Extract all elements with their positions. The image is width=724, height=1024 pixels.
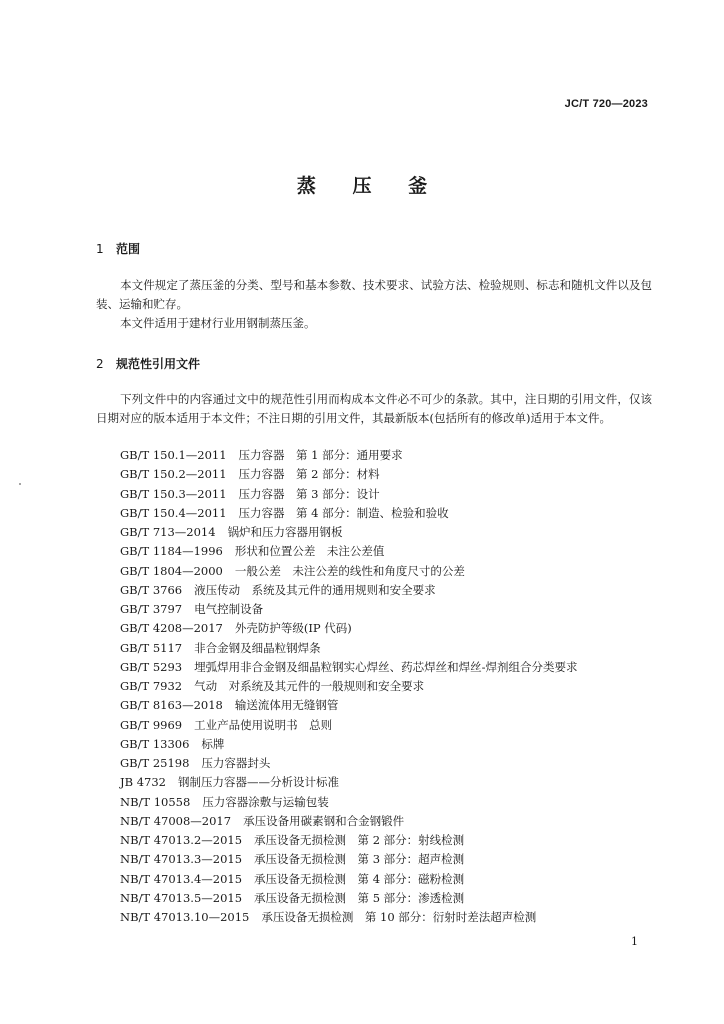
reference-code: GB/T 4208—2017 xyxy=(120,621,223,636)
reference-title: 承压设备无损检测 第 10 部分：衍射时差法超声检测 xyxy=(261,910,537,924)
reference-item xyxy=(120,465,578,484)
reference-title: 承压设备用碳素钢和合金钢锻件 xyxy=(243,813,405,828)
reference-title: 埋弧焊用非合金钢及细晶粒钢实心焊丝、药芯焊丝和焊丝-焊剂组合分类要求 xyxy=(194,659,578,674)
reference-item xyxy=(120,542,578,561)
reference-code: NB/T 47013.5—2015 xyxy=(120,890,243,905)
reference-code: GB/T 3797 xyxy=(120,602,183,616)
reference-code: GB/T 5293 xyxy=(120,659,183,674)
reference-item xyxy=(120,754,578,773)
reference-item xyxy=(120,504,578,523)
reference-item xyxy=(120,850,578,869)
reference-item xyxy=(120,908,578,927)
reference-code: GB/T 13306 xyxy=(120,736,190,751)
reference-code: NB/T 47013.3—2015 xyxy=(120,852,243,867)
section-1-title: 范围 xyxy=(116,242,141,256)
reference-title: 非合金钢及细晶粒钢焊条 xyxy=(194,640,321,655)
section-2-heading xyxy=(96,355,200,372)
reference-code: GB/T 8163—2018 xyxy=(120,698,223,713)
section-1-paragraph-2 xyxy=(96,314,652,333)
reference-code: GB/T 150.3—2011 xyxy=(120,486,227,501)
reference-title: 输送流体用无缝钢管 xyxy=(234,698,339,713)
scan-speck xyxy=(19,483,21,485)
reference-title: 压力容器 第 2 部分：材料 xyxy=(238,467,380,482)
reference-item xyxy=(120,639,578,658)
section-1-paragraph-2-text: 本文件适用于建材行业用钢制蒸压釜。 xyxy=(120,316,316,330)
reference-code: GB/T 25198 xyxy=(120,756,190,770)
reference-code: NB/T 10558 xyxy=(120,794,191,809)
section-2-paragraph-1 xyxy=(96,390,652,428)
reference-title: 标牌 xyxy=(201,736,225,751)
section-2-number: 2 xyxy=(96,357,104,371)
normative-references-list xyxy=(120,446,578,927)
reference-item xyxy=(120,523,578,542)
reference-code: GB/T 150.2—2011 xyxy=(120,467,227,482)
reference-code: NB/T 47013.4—2015 xyxy=(120,871,243,886)
page-number: 1 xyxy=(631,935,638,948)
reference-title: 锅炉和压力容器用钢板 xyxy=(227,525,343,539)
reference-code: GB/T 150.1—2011 xyxy=(120,448,227,462)
reference-code: JB 4732 xyxy=(120,775,166,790)
reference-title: 承压设备无损检测 第 2 部分：射线检测 xyxy=(254,833,465,847)
reference-code: NB/T 47013.2—2015 xyxy=(120,833,243,847)
reference-title: 形状和位置公差 未注公差值 xyxy=(234,544,385,559)
reference-code: GB/T 7932 xyxy=(120,679,183,693)
reference-title: 气动 对系统及其元件的一般规则和安全要求 xyxy=(194,679,425,693)
reference-item xyxy=(120,812,578,831)
section-2-paragraph-1-text: 下列文件中的内容通过文中的规范性引用而构成本文件必不可少的条款。其中，注日期的引用文件，仅该日期对应的版本适用于本文件；不注日期的引用文件，其最新版本(包括所有的修改单)适用于本文件。 xyxy=(96,392,652,425)
reference-code: GB/T 5117 xyxy=(120,640,183,655)
reference-title: 电气控制设备 xyxy=(194,602,264,616)
reference-title: 承压设备无损检测 第 5 部分：渗透检测 xyxy=(254,890,465,905)
section-1-paragraph-1-text: 本文件规定了蒸压釜的分类、型号和基本参数、技术要求、试验方法、检验规则、标志和随机文件以及包装、运输和贮存。 xyxy=(96,278,652,311)
reference-code: NB/T 47008—2017 xyxy=(120,813,232,828)
reference-item xyxy=(120,735,578,754)
reference-item xyxy=(120,581,578,600)
reference-title: 承压设备无损检测 第 3 部分：超声检测 xyxy=(254,852,465,867)
reference-title: 钢制压力容器——分析设计标准 xyxy=(177,775,339,790)
reference-title: 外壳防护等级(IP 代码) xyxy=(234,621,352,636)
reference-title: 压力容器 第 3 部分：设计 xyxy=(238,486,380,501)
reference-item xyxy=(120,696,578,715)
document-number: JC/T 720—2023 xyxy=(564,98,648,110)
section-1-paragraph-1 xyxy=(96,276,652,314)
reference-code: GB/T 713—2014 xyxy=(120,525,216,539)
reference-item xyxy=(120,677,578,696)
reference-item xyxy=(120,831,578,850)
reference-title: 压力容器涂敷与运输包装 xyxy=(202,794,329,809)
reference-code: GB/T 9969 xyxy=(120,717,183,732)
reference-item xyxy=(120,562,578,581)
reference-code: GB/T 1184—1996 xyxy=(120,544,223,559)
reference-item xyxy=(120,619,578,638)
reference-title: 压力容器 第 1 部分：通用要求 xyxy=(238,448,403,462)
reference-title: 承压设备无损检测 第 4 部分：磁粉检测 xyxy=(254,871,465,886)
section-1-heading xyxy=(96,240,140,257)
reference-code: GB/T 150.4—2011 xyxy=(120,505,227,520)
reference-title: 工业产品使用说明书 总则 xyxy=(194,717,333,732)
reference-item xyxy=(120,485,578,504)
reference-item xyxy=(120,600,578,619)
reference-item xyxy=(120,716,578,735)
reference-title: 压力容器封头 xyxy=(201,756,271,770)
reference-code: NB/T 47013.10—2015 xyxy=(120,910,250,924)
reference-title: 压力容器 第 4 部分：制造、检验和验收 xyxy=(238,505,449,520)
section-1-number: 1 xyxy=(96,242,104,256)
reference-item xyxy=(120,773,578,792)
reference-code: GB/T 3766 xyxy=(120,582,183,597)
reference-title: 液压传动 系统及其元件的通用规则和安全要求 xyxy=(194,582,436,597)
reference-item xyxy=(120,889,578,908)
reference-code: GB/T 1804—2000 xyxy=(120,563,223,578)
document-title: 蒸 压 釜 xyxy=(296,175,443,197)
reference-item xyxy=(120,870,578,889)
reference-title: 一般公差 未注公差的线性和角度尺寸的公差 xyxy=(234,563,465,578)
reference-item xyxy=(120,793,578,812)
reference-item xyxy=(120,658,578,677)
section-2-title: 规范性引用文件 xyxy=(116,357,201,371)
reference-item xyxy=(120,446,578,465)
